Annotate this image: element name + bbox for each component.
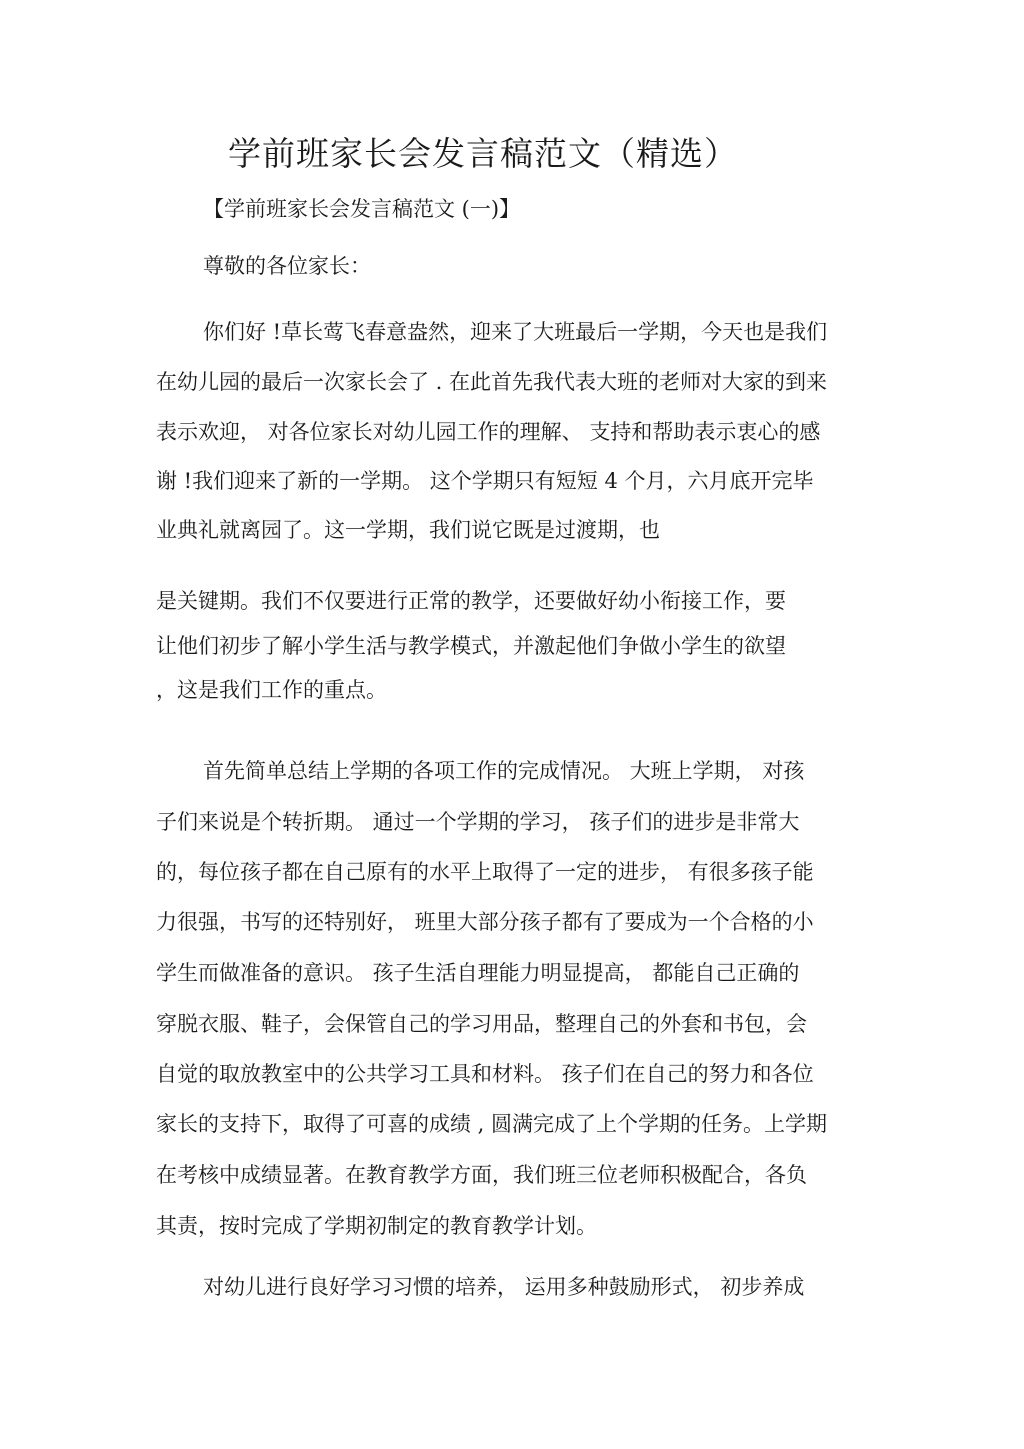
body-line: 力很强，书写的还特别好， 班里大部分孩子都有了要成为一个合格的小 xyxy=(156,910,814,934)
section-heading: 【学前班家长会发言稿范文 (一)】 xyxy=(203,197,521,221)
body-line: 让他们初步了解小学生活与教学模式，并激起他们争做小学生的欲望 xyxy=(156,634,786,658)
body-line: 的，每位孩子都在自己原有的水平上取得了一定的进步， 有很多孩子能 xyxy=(156,860,814,884)
body-line: ，这是我们工作的重点。 xyxy=(156,678,387,702)
body-line: 家长的支持下，取得了可喜的成绩 , 圆满完成了上个学期的任务。上学期 xyxy=(156,1112,828,1136)
body-line: 子们来说是个转折期。 通过一个学期的学习， 孩子们的进步是非常大 xyxy=(156,810,800,834)
body-line: 是关键期。我们不仅要进行正常的教学，还要做好幼小衔接工作，要 xyxy=(156,589,786,613)
body-line: 谢 !我们迎来了新的一学期。 这个学期只有短短 4 个月，六月底开完毕 xyxy=(156,469,814,493)
body-line: 首先简单总结上学期的各项工作的完成情况。 大班上学期， 对孩 xyxy=(203,759,805,783)
body-line: 对幼儿进行良好学习习惯的培养， 运用多种鼓励形式， 初步养成 xyxy=(203,1275,805,1299)
salutation: 尊敬的各位家长： xyxy=(203,254,371,278)
body-line: 在考核中成绩显著。在教育教学方面，我们班三位老师积极配合，各负 xyxy=(156,1163,807,1187)
body-line: 表示欢迎， 对各位家长对幼儿园工作的理解、 支持和帮助表示衷心的感 xyxy=(156,420,821,444)
body-line: 自觉的取放教室中的公共学习工具和材料。 孩子们在自己的努力和各位 xyxy=(156,1062,814,1086)
body-line: 穿脱衣服、鞋子，会保管自己的学习用品，整理自己的外套和书包，会 xyxy=(156,1012,807,1036)
body-line: 在幼儿园的最后一次家长会了 . 在此首先我代表大班的老师对大家的到来 xyxy=(156,370,828,394)
body-line: 业典礼就离园了。这一学期，我们说它既是过渡期，也 xyxy=(156,518,660,542)
body-line: 其责，按时完成了学期初制定的教育教学计划。 xyxy=(156,1214,597,1238)
document-title: 学前班家长会发言稿范文（精选） xyxy=(228,134,738,173)
body-line: 学生而做准备的意识。 孩子生活自理能力明显提高， 都能自己正确的 xyxy=(156,961,800,985)
body-line: 你们好 !草长莺飞春意盎然，迎来了大班最后一学期，今天也是我们 xyxy=(203,320,828,344)
